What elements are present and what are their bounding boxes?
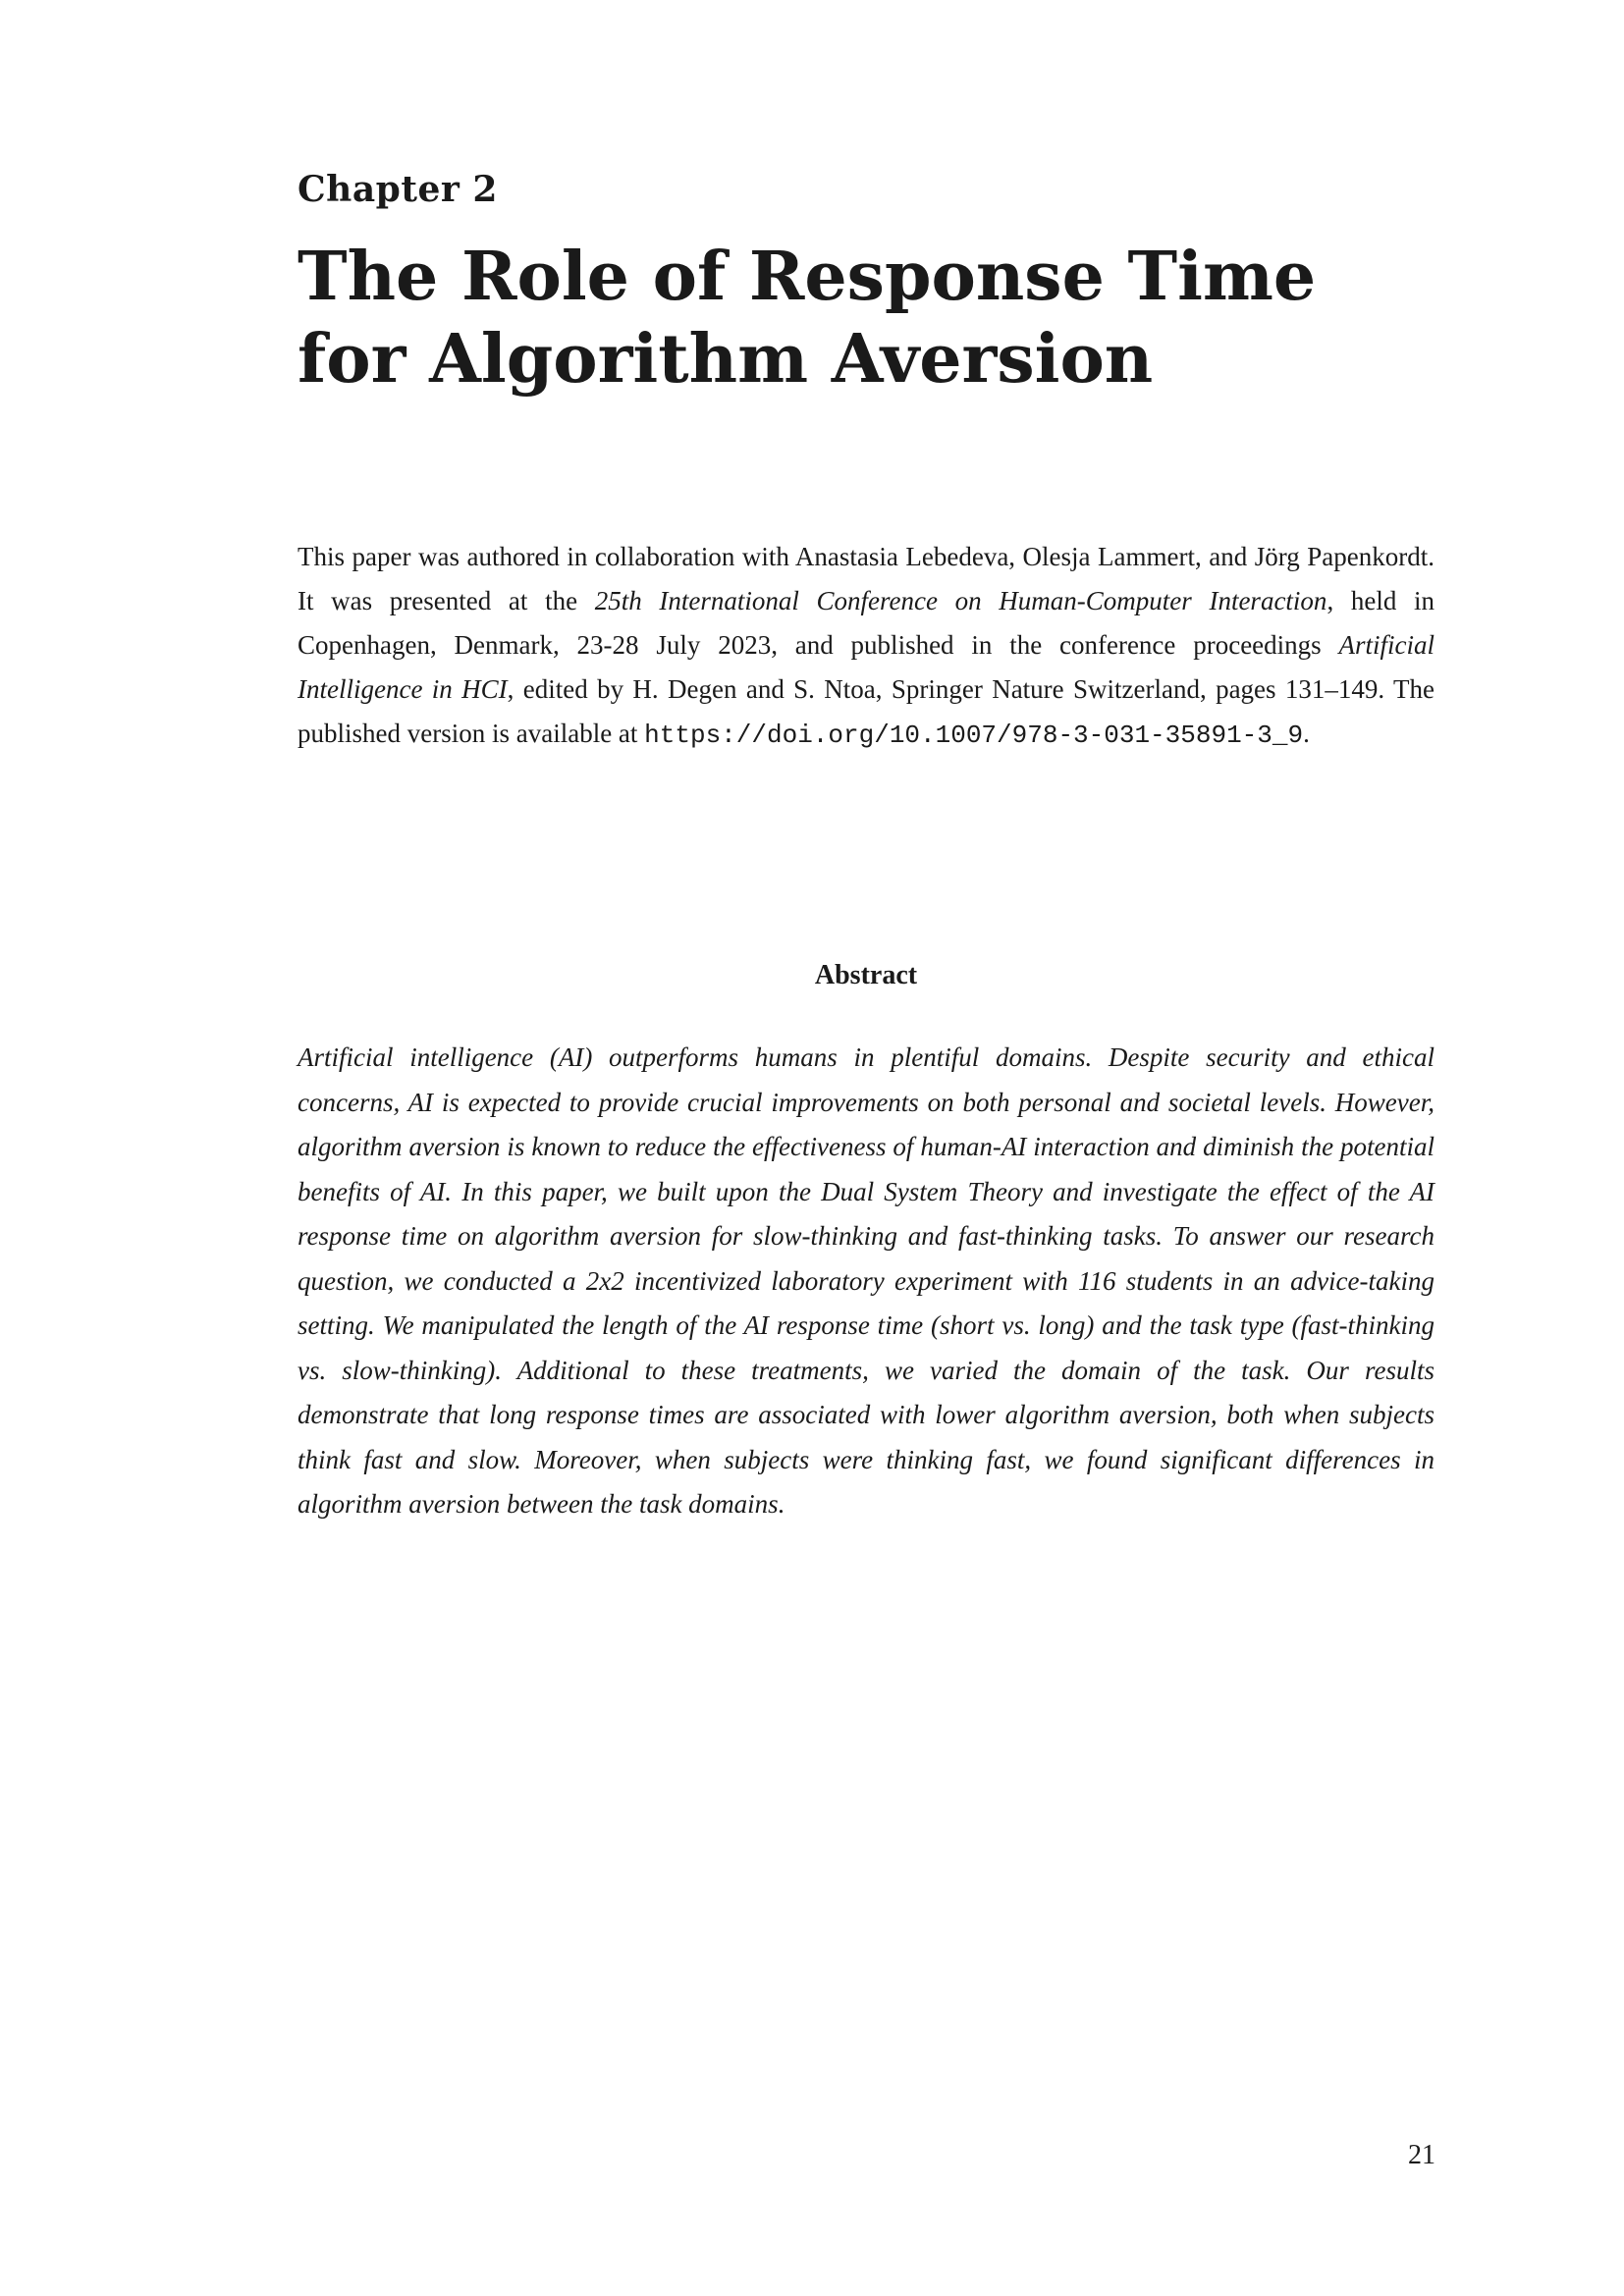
publication-note — [298, 535, 1435, 758]
conference-name: 25th International Conference on Human-Computer Interaction — [594, 586, 1327, 615]
abstract-body: Artificial intelligence (AI) outperforms humans in plentiful domains. Despite security and ethical concerns, AI is expected to provide crucial improvements on both personal and societal levels. However, algorithm aversion is known to reduce the effectiveness of human-AI interaction and diminish the potential benefits of AI. In this paper, we built upon the Dual System Theory and investigate the effect of the AI response time on algorithm aversion for slow-thinking and fast-thinking tasks. To answer our research question, we conducted a 2x2 incentivized laboratory experiment with 116 students in an advice-taking setting. We manipulated the length of the AI response time (short vs. long) and the task type (fast-thinking vs. slow-thinking). Additional to these treatments, we varied the domain of the task. Our results demonstrate that long response times are associated with lower algorithm aversion, both when subjects think fast and slow. Moreover, when subjects were thinking fast, we found significant differences in algorithm aversion between the task domains. — [298, 1042, 1435, 1519]
chapter-label: Chapter 2 — [298, 169, 498, 210]
chapter-title: The Role of Response Time for Algorithm Aversion — [298, 238, 1317, 399]
page-number: 21 — [1408, 2140, 1435, 2170]
abstract-heading: Abstract — [814, 960, 918, 990]
note-text-4: . — [1303, 719, 1310, 748]
proceedings-name: Artificial Intelligence in HCI — [298, 630, 1435, 704]
doi-link[interactable]: https://doi.org/10.1007/978-3-031-35891-3_9 — [644, 721, 1304, 750]
note-text-3: , edited by H. Degen and S. Ntoa, Springer Nature Switzerland, pages 131–149. The published version is available at — [298, 674, 1435, 748]
note-text-2: , held in Copenhagen, Denmark, 23-28 July 2023, and published in the conference proceedings — [298, 586, 1435, 660]
note-text-1: This paper was authored in collaboration with Anastasia Lebedeva, Olesja Lammert, and Jörg Papenkordt. It was presented at the — [298, 542, 1435, 615]
